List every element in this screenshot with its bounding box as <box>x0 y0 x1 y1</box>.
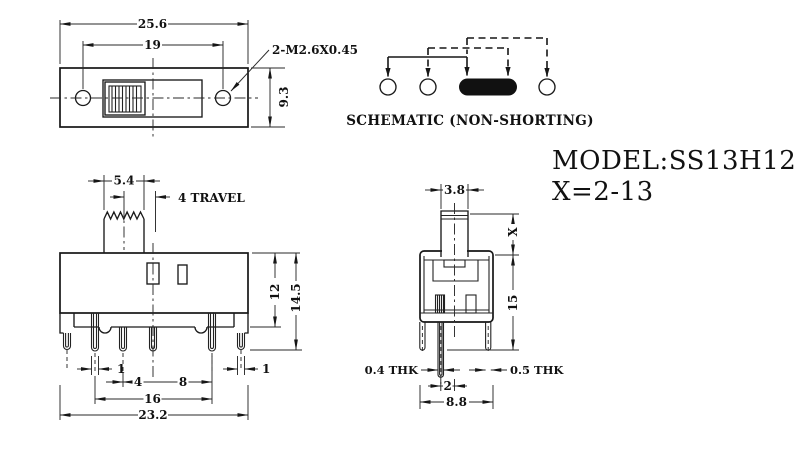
contact-slider-bar <box>459 79 517 96</box>
front-hole-2 <box>178 265 187 284</box>
thread-callout <box>231 43 358 91</box>
terminal-circle-3 <box>539 79 555 95</box>
svg-text:2: 2 <box>443 379 452 393</box>
terminal-circle-1 <box>380 79 396 95</box>
dim-pin-span <box>95 356 212 406</box>
knurl-hatch <box>109 86 141 112</box>
pin-centerlines <box>67 350 241 372</box>
svg-text:4 TRAVEL: 4 TRAVEL <box>178 191 245 205</box>
side-body-outline <box>420 251 493 322</box>
side-view <box>365 183 565 409</box>
dim-thk-right <box>469 363 564 377</box>
side-pin-centerlines <box>422 326 488 384</box>
slider-knob-top <box>105 82 145 115</box>
top-view-body-outline <box>60 68 248 127</box>
dim-x-height <box>470 214 520 255</box>
dim-side-height <box>447 255 520 350</box>
dim-thk-left <box>365 363 460 377</box>
dim-pin-width-right <box>223 356 270 376</box>
svg-text:X: X <box>506 227 520 237</box>
front-knob <box>104 206 144 253</box>
dim-side-depth <box>420 385 493 409</box>
svg-text:5.4: 5.4 <box>113 173 135 188</box>
svg-text:19: 19 <box>144 38 161 52</box>
svg-text:8: 8 <box>178 375 188 389</box>
top-view <box>50 17 358 137</box>
dim-travel <box>110 191 245 232</box>
svg-text:3.8: 3.8 <box>444 183 465 197</box>
svg-text:4: 4 <box>133 375 143 389</box>
svg-text:25.6: 25.6 <box>137 17 168 31</box>
front-body-outline <box>60 253 248 313</box>
svg-text:0.5 THK: 0.5 THK <box>510 363 564 377</box>
svg-text:12: 12 <box>268 283 282 301</box>
model-number: MODEL:SS13H12 <box>552 146 797 176</box>
svg-text:0.4 THK: 0.4 THK <box>364 363 418 377</box>
dim-top-depth <box>251 68 291 127</box>
schematic <box>346 38 594 129</box>
svg-text:14.5: 14.5 <box>289 283 303 313</box>
svg-text:16: 16 <box>144 392 161 406</box>
dim-pin-width-left <box>77 356 125 376</box>
side-body-inner <box>420 256 493 313</box>
svg-text:1: 1 <box>262 362 271 376</box>
x-range: X=2-13 <box>552 177 654 207</box>
svg-text:2-M2.6X0.45: 2-M2.6X0.45 <box>272 43 359 57</box>
svg-text:23.2: 23.2 <box>138 408 168 422</box>
terminal-circle-2 <box>420 79 436 95</box>
svg-text:15: 15 <box>506 294 520 312</box>
title-block <box>552 146 796 207</box>
front-view <box>60 174 303 423</box>
svg-text:1: 1 <box>117 362 126 376</box>
schematic-caption: SCHEMATIC (NON-SHORTING) <box>346 113 594 129</box>
svg-text:9.3: 9.3 <box>277 86 291 108</box>
svg-text:8.8: 8.8 <box>446 395 467 409</box>
dim-center-offset <box>428 379 467 393</box>
